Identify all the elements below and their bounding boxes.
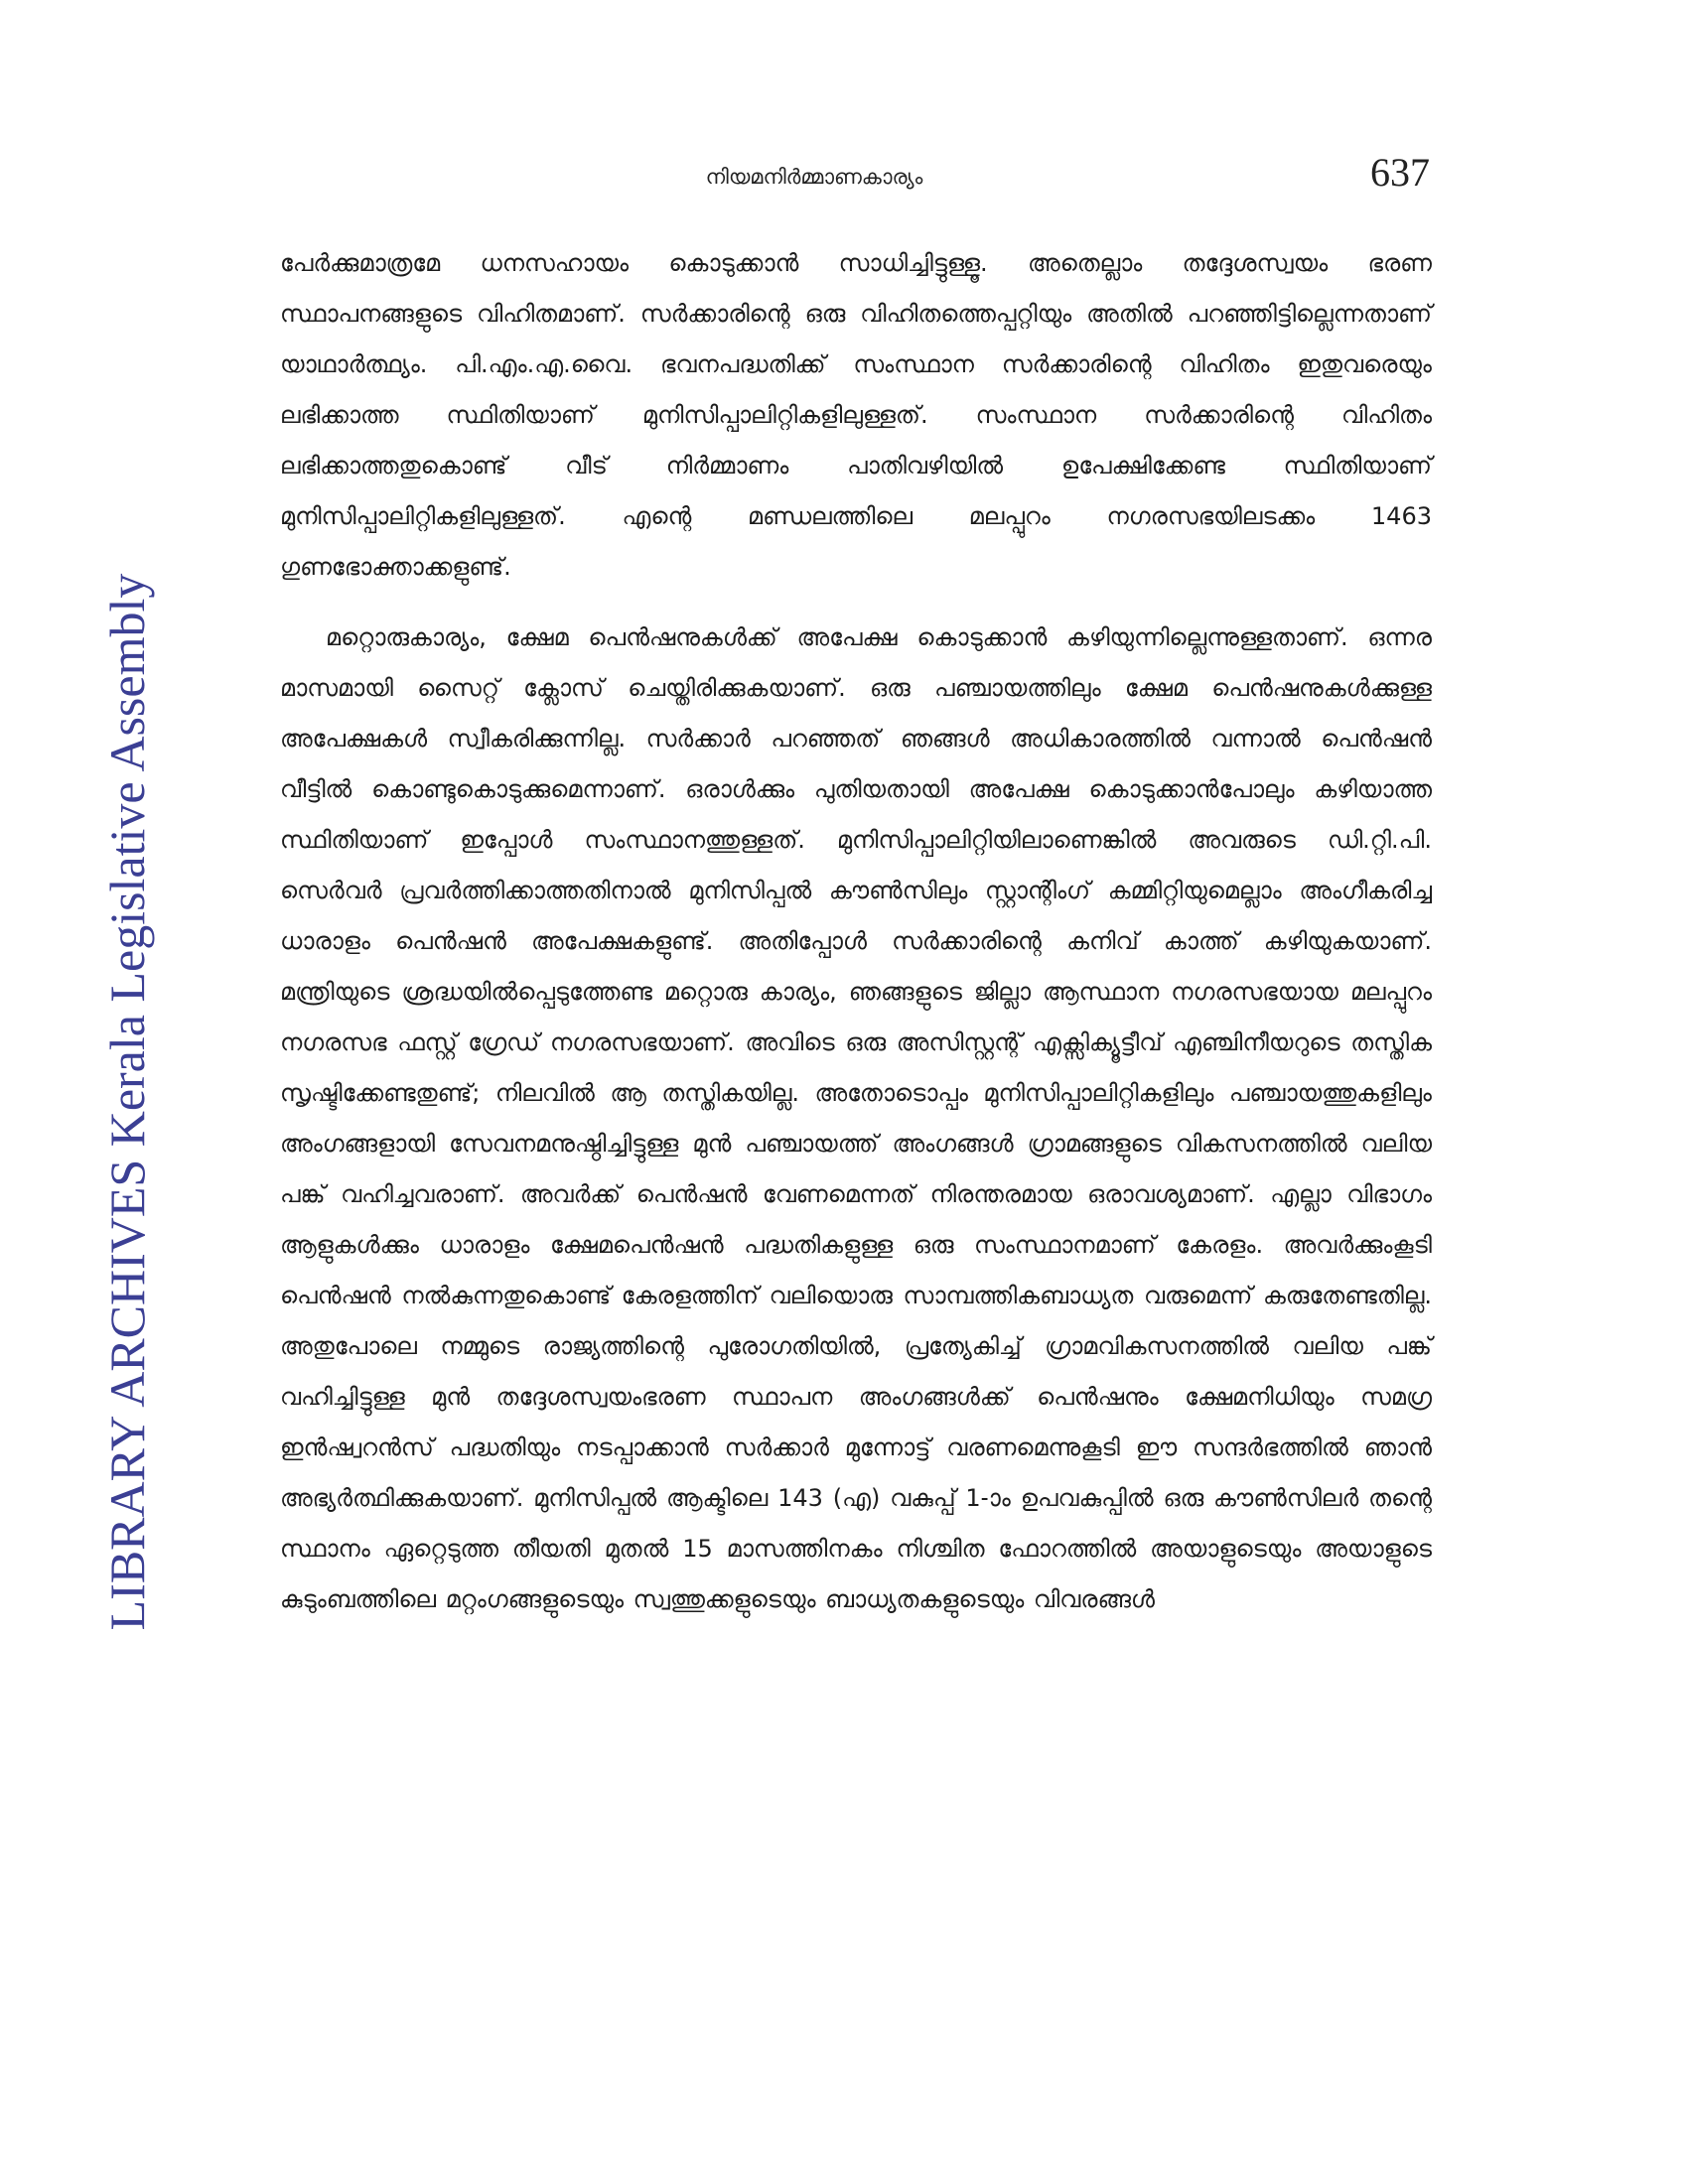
paragraph: പേർക്കുമാത്രമേ ധനസഹായം കൊടുക്കാൻ സാധിച്ചിട്ടുള്ളൂ. അതെല്ലാം തദ്ദേശസ്വയം ഭരണ സ്ഥാപനങ്ങളുടെ വിഹിതമാണ്. സർക്കാരിന്റെ ഒരു വിഹിതത്തെപ്പറ്റിയും അതിൽ പറഞ്ഞിട്ടില്ലെന്നതാണ് യാഥാർത്ഥ്യം. പി.എം.എ.വൈ. ഭവനപദ്ധതിക്ക് സംസ്ഥാന സർക്കാരിന്റെ വിഹിതം ഇതുവരെയും ലഭിക്കാത്ത സ്ഥിതിയാണ് മുനിസിപ്പാലിറ്റികളിലുള്ളത്. സംസ്ഥാന സർക്കാരിന്റെ വിഹിതം ലഭിക്കാത്തതുകൊണ്ട് വീട് നിർമ്മാണം പാതിവഴിയിൽ ഉപേക്ഷിക്കേണ്ട സ്ഥിതിയാണ് മുനിസിപ്പാലിറ്റികളിലുള്ളത്. എന്റെ മണ്ഡലത്തിലെ മലപ്പുറം നഗരസഭയിലടക്കം 1463 ഗുണഭോക്താക്കളുണ്ട്. — [280, 249, 1432, 581]
body-text — [280, 238, 1432, 1625]
running-header-title: നിയമനിർമ്മാണകാര്യം — [705, 165, 923, 189]
paragraph: മറ്റൊരുകാര്യം, ക്ഷേമ പെൻഷനുകൾക്ക് അപേക്ഷ കൊടുക്കാൻ കഴിയുന്നില്ലെന്നുള്ളതാണ്. ഒന്നര മാസമായി സൈറ്റ് ക്ലോസ് ചെയ്തിരിക്കുകയാണ്. ഒരു പഞ്ചായത്തിലും ക്ഷേമ പെൻഷനുകൾക്കുള്ള അപേക്ഷകൾ സ്വീകരിക്കുന്നില്ല. സർക്കാർ പറഞ്ഞത് ഞങ്ങൾ അധികാരത്തിൽ വന്നാൽ പെൻഷൻ വീട്ടിൽ കൊണ്ടുകൊടുക്കുമെന്നാണ്. ഒരാൾക്കും പുതിയതായി അപേക്ഷ കൊടുക്കാൻപോലും കഴിയാത്ത സ്ഥിതിയാണ് ഇപ്പോൾ സംസ്ഥാനത്തുള്ളത്. മുനിസിപ്പാലിറ്റിയിലാണെങ്കിൽ അവരുടെ ഡി.റ്റി.പി. സെർവർ പ്രവർത്തിക്കാത്തതിനാൽ മുനിസിപ്പൽ കൗൺസിലും സ്റ്റാന്റിംഗ് കമ്മിറ്റിയുമെല്ലാം അംഗീകരിച്ച ധാരാളം പെൻഷൻ അപേക്ഷകളുണ്ട്. അതിപ്പോൾ സർക്കാരിന്റെ കനിവ് കാത്ത് കഴിയുകയാണ്. മന്ത്രിയുടെ ശ്രദ്ധയിൽപ്പെടുത്തേണ്ട മറ്റൊരു കാര്യം, ഞങ്ങളുടെ ജില്ലാ ആസ്ഥാന നഗരസഭയായ മലപ്പുറം നഗരസഭ ഫസ്റ്റ് ഗ്രേഡ് നഗരസഭയാണ്. അവിടെ ഒരു അസിസ്റ്റന്റ് എക്സിക്യൂട്ടീവ് എഞ്ചിനീയറുടെ തസ്തിക സൃഷ്ടിക്കേണ്ടതുണ്ട്; നിലവിൽ ആ തസ്തികയില്ല. അതോടൊപ്പം മുനിസിപ്പാലിറ്റികളിലും പഞ്ചായത്തുകളിലും അംഗങ്ങളായി സേവനമനുഷ്ഠിച്ചിട്ടുള്ള മുൻ പഞ്ചായത്ത് അംഗങ്ങൾ ഗ്രാമങ്ങളുടെ വികസനത്തിൽ വലിയ പങ്ക് വഹിച്ചവരാണ്. അവർക്ക് പെൻഷൻ വേണമെന്നത് നിരന്തരമായ ഒരാവശ്യമാണ്. എല്ലാ വിഭാഗം ആളുകൾക്കും ധാരാളം ക്ഷേമപെൻഷൻ പദ്ധതികളുള്ള ഒരു സംസ്ഥാനമാണ് കേരളം. അവർക്കുംകൂടി പെൻഷൻ നൽകുന്നതുകൊണ്ട് കേരളത്തിന് വലിയൊരു സാമ്പത്തികബാധ്യത വരുമെന്ന് കരുതേണ്ടതില്ല. അതുപോലെ നമ്മുടെ രാജ്യത്തിന്റെ പുരോഗതിയിൽ, പ്രത്യേകിച്ച് ഗ്രാമവികസനത്തിൽ വലിയ പങ്ക് വഹിച്ചിട്ടുള്ള മുൻ തദ്ദേശസ്വയംഭരണ സ്ഥാപന അംഗങ്ങൾക്ക് പെൻഷനും ക്ഷേമനിധിയും സമഗ്ര ഇൻഷ്വറൻസ് പദ്ധതിയും നടപ്പാക്കാൻ സർക്കാർ മുന്നോട്ട് വരണമെന്നുകൂടി ഈ സന്ദർഭത്തിൽ ഞാൻ അഭ്യർത്ഥിക്കുകയാണ്. മുനിസിപ്പൽ ആക്ടിലെ 143 (എ) വകുപ്പ് 1-ാം ഉപവകുപ്പിൽ ഒരു കൗൺസിലർ തന്റെ സ്ഥാനം ഏറ്റെടുത്ത തീയതി മുതൽ 15 മാസത്തിനകം നിശ്ചിത ഫോറത്തിൽ അയാളുടെയും അയാളുടെ കുടുംബത്തിലെ മറ്റംഗങ്ങളുടെയും സ്വത്തുക്കളുടെയും ബാധ്യതകളുടെയും വിവരങ്ങൾ — [280, 623, 1432, 1613]
page-number: 637 — [1370, 150, 1430, 195]
archive-watermark: LIBRARY ARCHIVES Kerala Legislative Assembly — [99, 573, 155, 1631]
